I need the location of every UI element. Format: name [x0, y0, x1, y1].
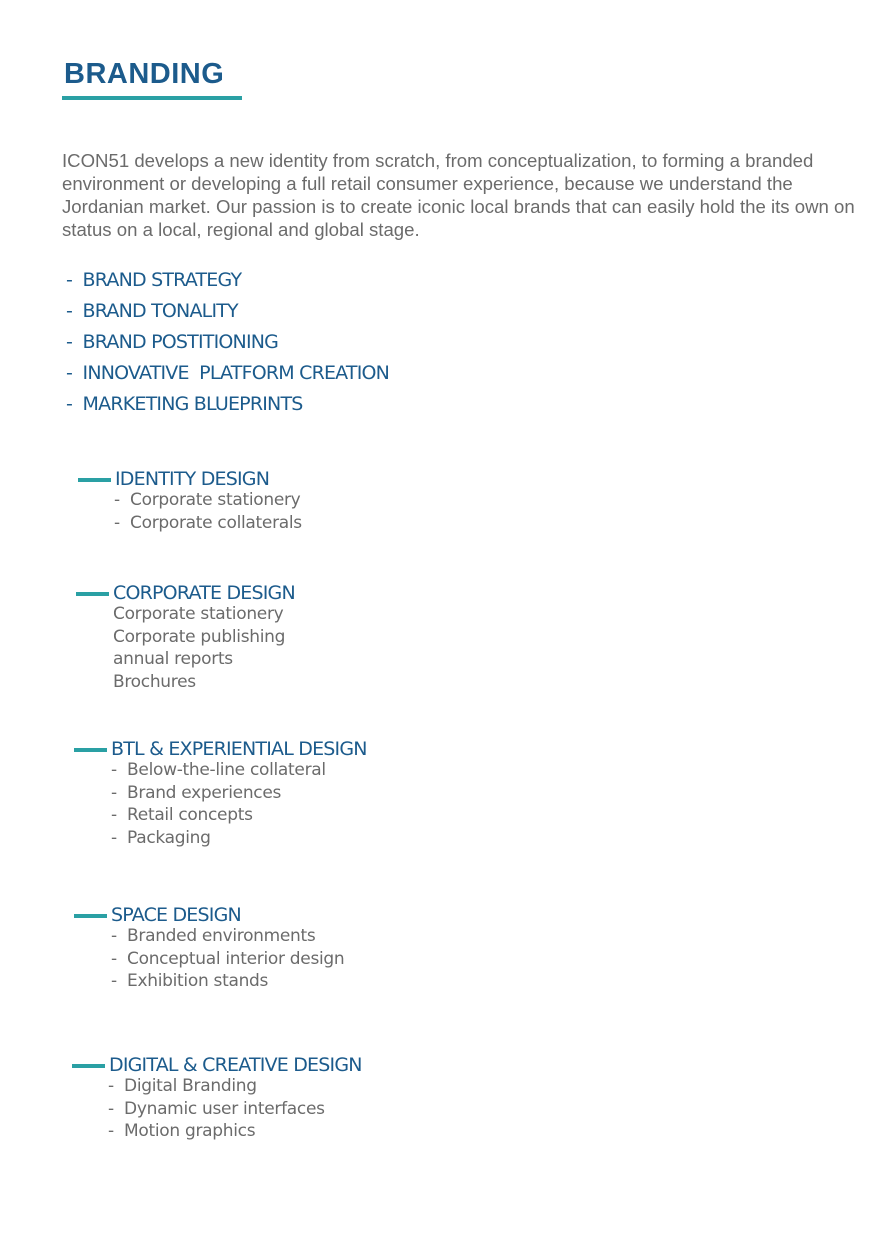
section-item: - Dynamic user interfaces: [108, 1098, 325, 1119]
section-item: Corporate publishing: [113, 626, 286, 647]
section-item: - Packaging: [111, 827, 211, 848]
section-item: Corporate stationery: [113, 604, 284, 624]
service-item: - BRAND STRATEGY: [66, 269, 242, 291]
section-dash: [76, 592, 109, 596]
intro-paragraph: ICON51 develops a new identity from scratch, from conceptualization, to forming a branded environment or developing a full retail consumer experience, because we understand the Jordanian market. Our passion is to create iconic local brands that can easily hold the its own on status on a local, regional and global stage.: [62, 149, 855, 240]
section-dash: [74, 914, 107, 918]
section-title: SPACE DESIGN: [111, 904, 241, 926]
title-underline: [62, 96, 242, 100]
section-title: DIGITAL & CREATIVE DESIGN: [109, 1054, 362, 1076]
section-title: BTL & EXPERIENTIAL DESIGN: [111, 738, 367, 760]
section-items: [111, 925, 344, 993]
services-list: [66, 266, 389, 421]
section-title: CORPORATE DESIGN: [113, 582, 295, 604]
section-item: - Below-the-line collateral: [111, 760, 326, 780]
section-title: IDENTITY DESIGN: [115, 468, 270, 490]
section-dash: [74, 748, 107, 752]
service-item: - BRAND TONALITY: [66, 300, 238, 322]
section-item: - Conceptual interior design: [111, 948, 345, 969]
section-items: [111, 759, 326, 849]
section-item: - Branded environments: [111, 926, 316, 946]
section-items: [108, 1075, 325, 1143]
section-item: - Retail concepts: [111, 805, 253, 826]
section-item: - Exhibition stands: [111, 971, 269, 992]
section-item: - Digital Branding: [108, 1076, 257, 1096]
service-item: - MARKETING BLUEPRINTS: [66, 393, 303, 415]
service-item: - INNOVATIVE PLATFORM CREATION: [66, 362, 390, 384]
section-dash: [72, 1064, 105, 1068]
service-item: - BRAND POSTITIONING: [66, 331, 279, 353]
section-item: - Brand experiences: [111, 782, 282, 803]
section-item: - Motion graphics: [108, 1121, 256, 1142]
section-item: Brochures: [113, 671, 196, 692]
section-item: annual reports: [113, 649, 233, 670]
section-dash: [78, 478, 111, 482]
page-title: BRANDING: [64, 58, 225, 90]
section-item: - Corporate stationery: [114, 490, 301, 510]
section-item: - Corporate collaterals: [114, 512, 302, 533]
section-items: [114, 489, 302, 534]
section-items: [113, 603, 285, 693]
